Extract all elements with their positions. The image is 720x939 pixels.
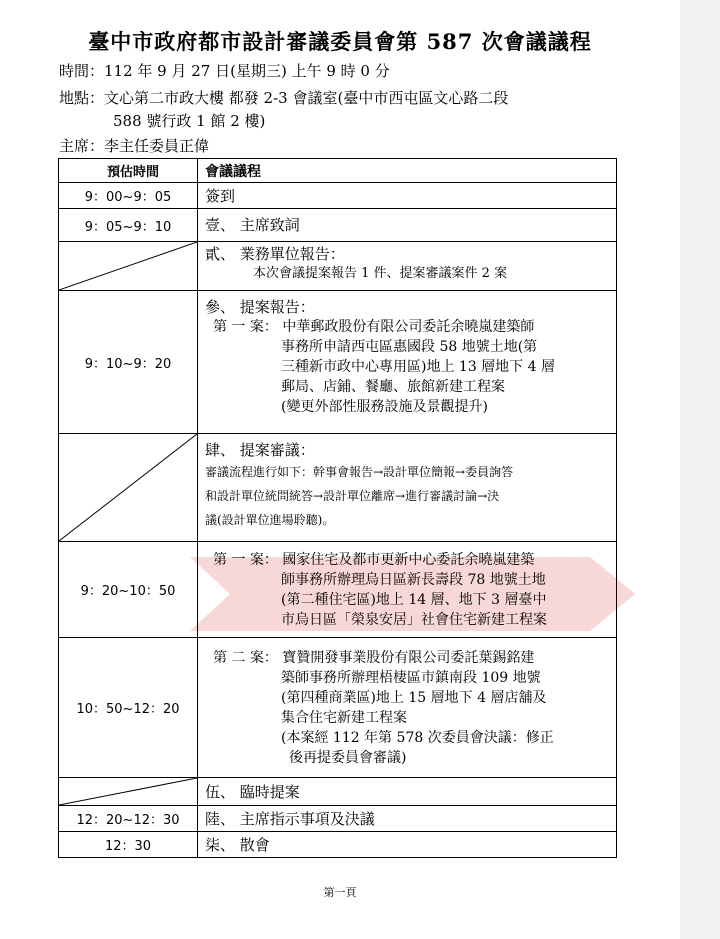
table-header-row xyxy=(59,159,617,183)
case-line: 築師事務所辦理梧棲區市鎮南段 109 地號 xyxy=(281,670,541,686)
case-line: 市烏日區「榮泉安居」社會住宅新建工程案 xyxy=(281,612,547,628)
case-line: 師事務所辦理烏日區新長壽段 78 地號土地 xyxy=(281,572,546,588)
viewer-scrollbar-track[interactable] xyxy=(680,0,720,939)
row-time-empty xyxy=(59,778,198,806)
diagonal-slash xyxy=(59,434,197,541)
review-process-line: 審議流程進行如下：幹事會報告→設計單位簡報→委員詢答 xyxy=(205,465,514,479)
case-line: (第二種住宅區)地上 14 層、地下 3 層臺中 xyxy=(281,592,547,608)
table-row xyxy=(59,242,617,291)
case-line: 第 二 案： 寶贊開發事業股份有限公司委託葉錫銘建 xyxy=(213,650,535,666)
agenda-item-signin: 簽到 xyxy=(205,186,236,205)
header-time: 預估時間 xyxy=(59,159,198,183)
agenda-item-chair-speech: 壹、 主席致詞 xyxy=(205,216,300,234)
agenda-item-chair-instructions: 陸、 主席指示事項及決議 xyxy=(205,809,375,828)
review-process-line: 和設計單位統問統答→設計單位離席→進行審議討論→決 xyxy=(205,489,500,503)
case-line: 郵局、店鋪、餐廳、旅館新建工程案 xyxy=(281,379,505,395)
case-line: 事務所申請西屯區惠國段 58 地號土地(第 xyxy=(281,339,538,355)
table-row xyxy=(59,291,617,434)
meeting-chair: 主席：李主任委員正偉 xyxy=(59,137,210,155)
table-row xyxy=(59,832,617,858)
agenda-item-proposal-report: 參、 提案報告： xyxy=(205,298,315,316)
row-time: 9：20~10：50 xyxy=(59,542,198,638)
row-time: 9：10~9：20 xyxy=(59,291,198,434)
case-line: (變更外部性服務設施及景觀提升) xyxy=(281,399,488,415)
table-row xyxy=(59,638,617,778)
agenda-item-business-report-detail: 本次會議提案報告 1 件、提案審議案件 2 案 xyxy=(253,266,508,281)
case-line: 三種新市政中心專用區)地上 13 層地下 4 層 xyxy=(281,359,555,375)
case-line: 集合住宅新建工程案 xyxy=(281,710,407,726)
row-time: 9：05~9：10 xyxy=(59,209,198,242)
row-time-empty xyxy=(59,434,198,542)
row-time: 12：30 xyxy=(59,832,198,858)
case-line: (第四種商業區)地上 15 層地下 4 層店舖及 xyxy=(281,690,547,706)
diagonal-slash xyxy=(59,242,197,290)
row-time: 12：20~12：30 xyxy=(59,806,198,832)
review-process-line: 議(設計單位進場聆聽)。 xyxy=(205,513,335,527)
page-number: 第一頁 xyxy=(323,886,357,899)
agenda-table xyxy=(58,158,617,858)
agenda-item-proposal-review: 肆、 提案審議： xyxy=(205,441,315,459)
row-time: 9：00~9：05 xyxy=(59,183,198,209)
agenda-item-business-report: 貳、 業務單位報告： xyxy=(205,245,345,263)
case-line: 第 一 案： 國家住宅及都市更新中心委託余曉嵐建築 xyxy=(213,552,535,568)
agenda-item-extempore: 伍、 臨時提案 xyxy=(205,782,300,801)
row-time: 10：50~12：20 xyxy=(59,638,198,778)
agenda-item-adjourn: 柒、 散會 xyxy=(205,835,270,854)
table-row xyxy=(59,778,617,806)
table-row xyxy=(59,183,617,209)
meeting-time: 時間：112 年 9 月 27 日(星期三) 上午 9 時 0 分 xyxy=(59,62,390,80)
case-line: 第 一 案： 中華郵政股份有限公司委託余曉嵐建築師 xyxy=(213,319,535,335)
header-agenda: 會議議程 xyxy=(198,159,617,183)
table-row xyxy=(59,209,617,242)
diagonal-slash xyxy=(59,778,197,805)
case-line: 後再提委員會審議) xyxy=(289,750,407,766)
table-row xyxy=(59,806,617,832)
table-row xyxy=(59,542,617,638)
table-row xyxy=(59,434,617,542)
meeting-place-line1: 地點：文心第二市政大樓 都發 2-3 會議室(臺中市西屯區文心路二段 xyxy=(59,89,509,107)
meeting-place-line2: 588 號行政 1 館 2 樓) xyxy=(113,112,266,130)
case-line: (本案經 112 年第 578 次委員會決議：修正 xyxy=(281,730,554,746)
row-time-empty xyxy=(59,242,198,291)
document-title: 臺中市政府都市設計審議委員會第 587 次會議議程 xyxy=(88,29,592,54)
